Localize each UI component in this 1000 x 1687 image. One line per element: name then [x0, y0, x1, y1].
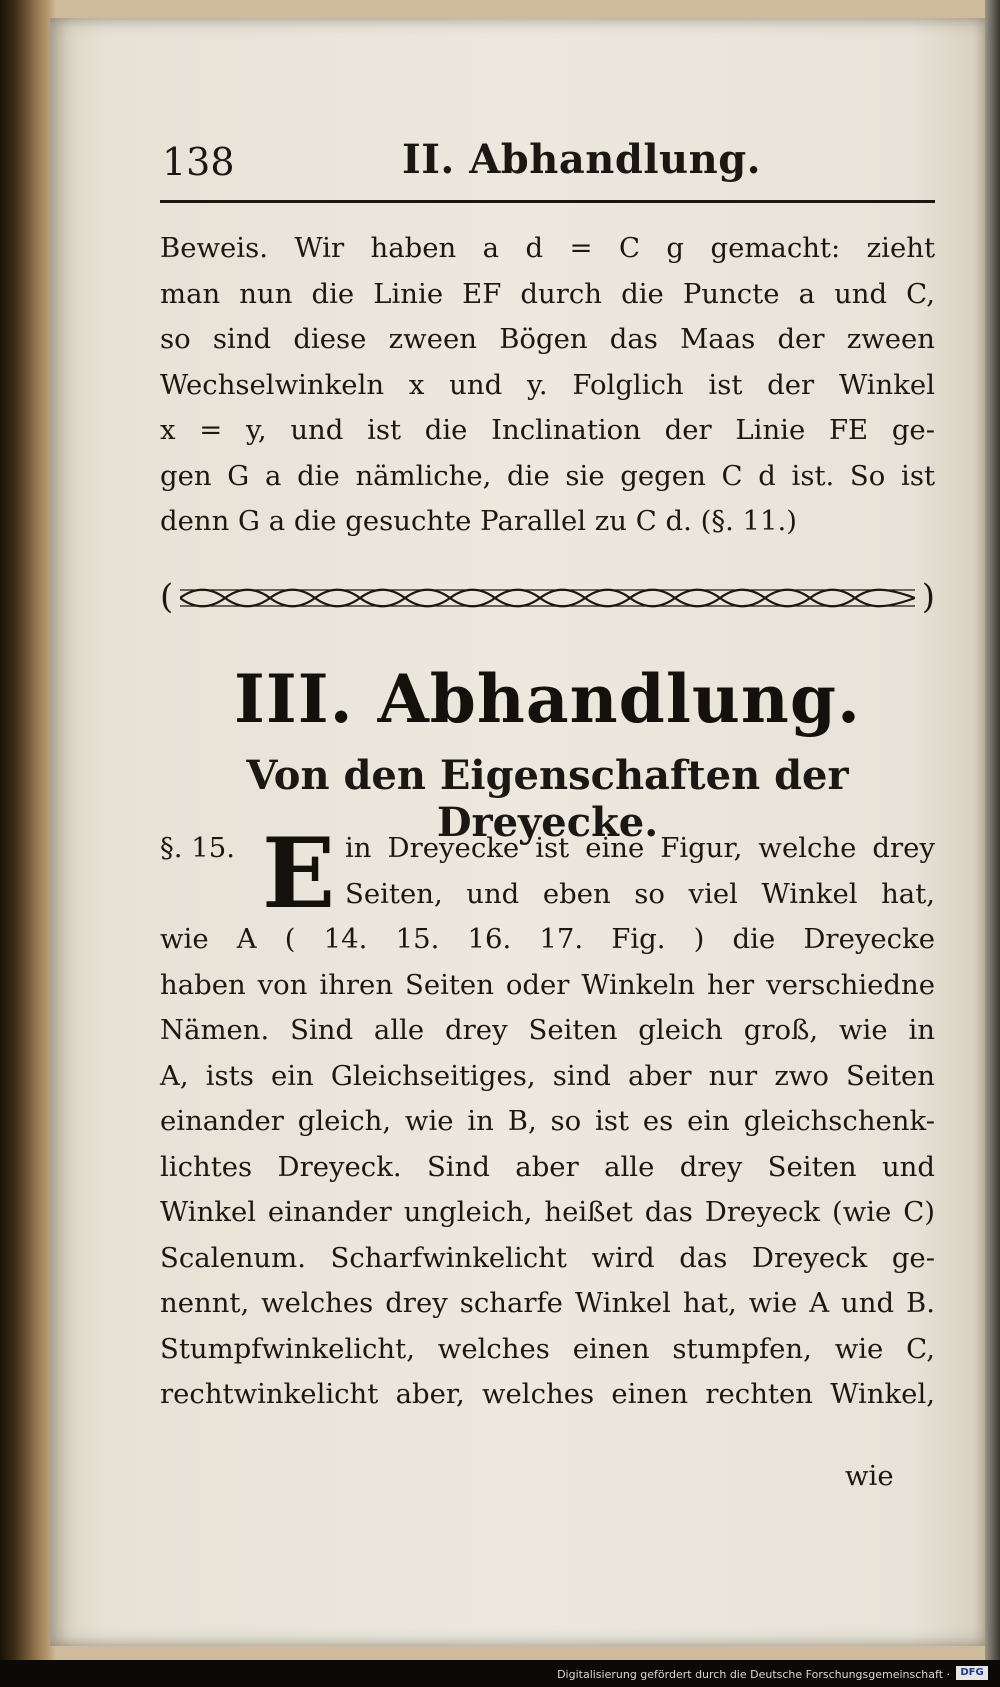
- drop-cap: E: [262, 817, 336, 930]
- page-number: 138: [162, 140, 235, 184]
- section-mark: §. 15.: [160, 832, 235, 864]
- text-line: rechtwinkelicht aber, welches einen rechten Winkel,: [160, 1378, 935, 1410]
- text-line: A, ists ein Gleichseitiges, sind aber nur zwo Seiten: [160, 1059, 935, 1092]
- catchword: wie: [845, 1460, 894, 1492]
- dfg-logo-icon: DFG: [956, 1666, 988, 1680]
- chapter-subtitle: Von den Eigenschaften der Dreyecke.: [246, 752, 849, 846]
- text-line: wie A ( 14. 15. 16. 17. Fig. ) die Dreyecke: [160, 923, 935, 955]
- text-line: denn G a die gesuchte Parallel zu C d. (§. 11.): [160, 505, 798, 537]
- text-line: Seiten, und eben so viel Winkel hat,: [345, 877, 935, 910]
- text-line: haben von ihren Seiten oder Winkeln her verschiedne: [160, 968, 935, 1001]
- ornament-bracket-left: (: [160, 577, 174, 617]
- chapter-title: III. Abhandlung.: [234, 660, 861, 738]
- first-line-text: in Dreyecke ist eine Figur, welche drey: [345, 832, 935, 864]
- text-line: gen G a die nämliche, die sie gegen C d ist. So ist: [160, 459, 935, 492]
- text-line: Nämen. Sind alle drey Seiten gleich groß, wie in: [160, 1014, 935, 1046]
- text-line: x = y, und ist die Inclination der Linie FE ge-: [160, 414, 935, 446]
- ornament-bracket-right: ): [921, 577, 935, 617]
- text-line: Stumpfwinkelicht, welches einen stumpfen, wie C,: [160, 1332, 935, 1365]
- ornament-band-icon: [180, 585, 915, 611]
- running-head: II. Abhandlung.: [402, 136, 762, 183]
- footer-credit: Digitalisierung gefördert durch die Deutsche Forschungsgemeinschaft ·: [557, 1668, 950, 1681]
- header-rule: [160, 200, 935, 203]
- text-line: man nun die Linie EF durch die Puncte a und C,: [160, 277, 935, 310]
- text-line: nennt, welches drey scharfe Winkel hat, wie A und B.: [160, 1287, 935, 1319]
- text-line: Beweis. Wir haben a d = C g gemacht: zieht: [160, 232, 935, 264]
- text-line: so sind diese zween Bögen das Maas der zween: [160, 323, 935, 355]
- text-line: Wechselwinkeln x und y. Folglich ist der Winkel: [160, 368, 935, 401]
- page-header: [112, 136, 932, 196]
- proof-paragraph: [160, 226, 935, 545]
- page-edge: [985, 0, 1000, 1660]
- digitization-footer: [0, 1660, 1000, 1687]
- ornament-divider: [160, 577, 935, 617]
- text-line: Winkel einander ungleich, heißet das Dreyeck (wie C): [160, 1196, 935, 1228]
- text-line: Scalenum. Scharfwinkelicht wird das Dreyeck ge-: [160, 1241, 935, 1274]
- text-line: lichtes Dreyeck. Sind aber alle drey Seiten und: [160, 1150, 935, 1183]
- text-line: einander gleich, wie in B, so ist es ein gleichschenk-: [160, 1105, 935, 1137]
